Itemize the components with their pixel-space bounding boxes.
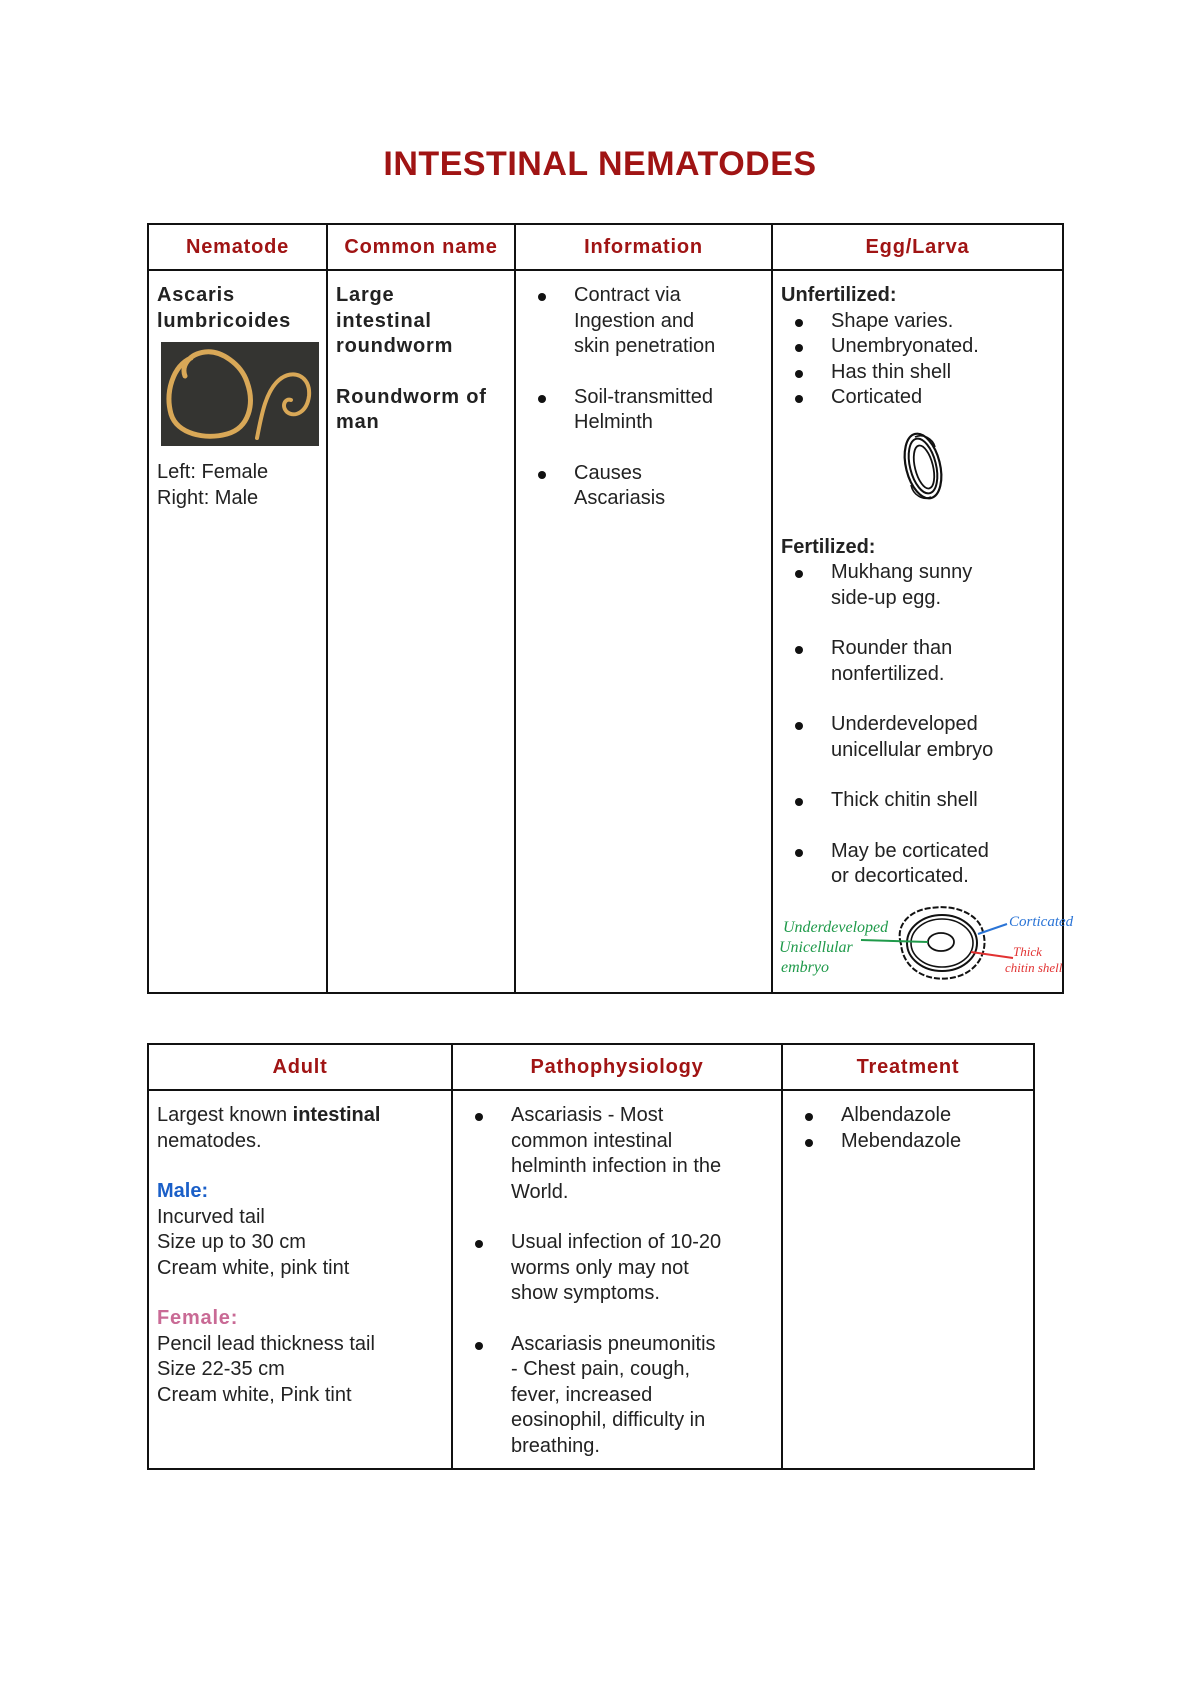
list-item: Has thin shell — [831, 360, 1054, 386]
list-item — [831, 788, 1054, 814]
info-line: Contract via — [574, 284, 681, 306]
information-cell — [515, 270, 772, 993]
fertilized-label: Fertilized: — [781, 535, 876, 558]
fertilized-egg-sketch — [773, 896, 1074, 992]
patho-line: - Chest pain, cough, — [511, 1358, 690, 1380]
female-line: Cream white, Pink tint — [157, 1383, 352, 1406]
patho-line: Usual infection of 10-20 — [511, 1231, 722, 1253]
egg-line: Underdeveloped — [831, 713, 978, 735]
label-embryo-1: Underdeveloped — [783, 918, 889, 936]
adult-intro-end: nematodes. — [157, 1129, 262, 1152]
pathophysiology-cell — [452, 1090, 782, 1469]
adult-intro — [157, 1103, 443, 1129]
male-label: Male: — [157, 1180, 209, 1202]
worm-photo — [161, 342, 319, 446]
patho-line: World. — [511, 1180, 569, 1203]
info-line: Ingestion and — [574, 309, 695, 332]
label-shell-1: Thick — [1013, 943, 1042, 959]
male-line: Incurved tail — [157, 1205, 265, 1228]
list-item — [831, 636, 1054, 687]
common-name-2-line1: Roundworm of — [336, 385, 487, 408]
list-item — [831, 712, 1054, 763]
patho-line: worms only may not — [511, 1256, 689, 1279]
egg-line: side-up egg. — [831, 586, 942, 609]
table-header-row — [148, 224, 1063, 270]
patho-line: eosinophil, difficulty in — [511, 1409, 706, 1431]
list-item — [831, 560, 1054, 611]
common-name-2-line2: man — [336, 411, 380, 433]
list-item: Albendazole — [841, 1103, 1025, 1129]
patho-line: breathing. — [511, 1434, 600, 1457]
male-line: Size up to 30 cm — [157, 1231, 306, 1253]
header-egg-larva: Egg/Larva — [772, 224, 1063, 270]
common-name-cell — [327, 270, 515, 993]
egg-line: unicellular embryo — [831, 738, 994, 761]
list-item — [574, 385, 763, 436]
header-treatment: Treatment — [782, 1044, 1034, 1090]
photo-caption-left: Left: Female — [157, 461, 269, 483]
male-line: Cream white, pink tint — [157, 1256, 350, 1279]
info-line: Soil-transmitted — [574, 385, 713, 408]
egg-line: Rounder than — [831, 637, 953, 659]
female-line: Size 22-35 cm — [157, 1358, 285, 1380]
patho-line: common intestinal — [511, 1129, 673, 1152]
adult-intro-text: Largest known — [157, 1104, 293, 1126]
info-line: Causes — [574, 461, 642, 484]
egg-line: nonfertilized. — [831, 662, 945, 685]
adult-intro-bold: intestinal — [292, 1104, 381, 1126]
label-embryo-3: embryo — [781, 958, 829, 976]
photo-caption-right: Right: Male — [157, 486, 259, 509]
label-embryo-2: Unicellular — [779, 938, 853, 956]
adult-cell — [148, 1090, 452, 1469]
nematode-name-line1: Ascaris — [157, 284, 235, 306]
nematode-table — [147, 223, 1074, 994]
list-item: Mebendazole — [841, 1129, 1025, 1155]
unfertilized-label: Unfertilized: — [781, 284, 897, 306]
patho-line: Ascariasis pneumonitis — [511, 1332, 716, 1355]
nematode-cell — [148, 270, 327, 993]
info-line: Ascariasis — [574, 487, 666, 509]
list-item — [511, 1230, 773, 1307]
patho-line: show symptoms. — [511, 1282, 660, 1304]
adult-table — [147, 1043, 1035, 1470]
header-adult: Adult — [148, 1044, 452, 1090]
unfertilized-list — [781, 309, 1054, 411]
list-item — [831, 839, 1054, 890]
female-label: Female: — [157, 1307, 239, 1329]
common-name-1-line3: roundworm — [336, 335, 454, 357]
treatment-list — [791, 1103, 1025, 1154]
page-title: INTESTINAL NEMATODES — [383, 145, 817, 183]
nematode-name-line2: lumbricoides — [157, 309, 292, 332]
egg-line: May be corticated — [831, 839, 989, 862]
list-item — [511, 1103, 773, 1205]
table-row — [148, 1090, 1034, 1469]
common-name-1-line2: intestinal — [336, 309, 432, 332]
egg-line: Mukhang sunny — [831, 561, 973, 583]
header-information: Information — [515, 224, 772, 270]
egg-line: Thick chitin shell — [831, 789, 978, 811]
header-nematode: Nematode — [148, 224, 327, 270]
table-row — [148, 270, 1063, 993]
fertilized-list — [781, 560, 1054, 890]
list-item: Shape varies. — [831, 309, 1054, 335]
female-line: Pencil lead thickness tail — [157, 1332, 375, 1355]
common-name-1-line1: Large — [336, 284, 395, 306]
list-item — [574, 283, 763, 360]
label-shell-2: chitin shell — [1005, 959, 1063, 975]
egg-line: or decorticated. — [831, 865, 969, 887]
info-line: Helminth — [574, 411, 653, 433]
list-item — [574, 461, 763, 512]
pathophysiology-list — [461, 1103, 773, 1459]
unfertilized-egg-sketch — [893, 425, 953, 507]
information-list — [524, 283, 763, 512]
patho-line: Ascariasis - Most — [511, 1104, 664, 1126]
treatment-cell — [782, 1090, 1034, 1469]
patho-line: fever, increased — [511, 1383, 653, 1406]
label-corticated: Corticated — [1009, 913, 1074, 930]
header-pathophysiology: Pathophysiology — [452, 1044, 782, 1090]
table-header-row — [148, 1044, 1034, 1090]
header-common-name: Common name — [327, 224, 515, 270]
patho-line: helminth infection in the — [511, 1155, 722, 1177]
list-item: Corticated — [831, 385, 1054, 411]
list-item — [511, 1332, 773, 1460]
egg-larva-cell — [772, 270, 1074, 993]
list-item: Unembryonated. — [831, 334, 1054, 360]
info-line: skin penetration — [574, 335, 716, 357]
